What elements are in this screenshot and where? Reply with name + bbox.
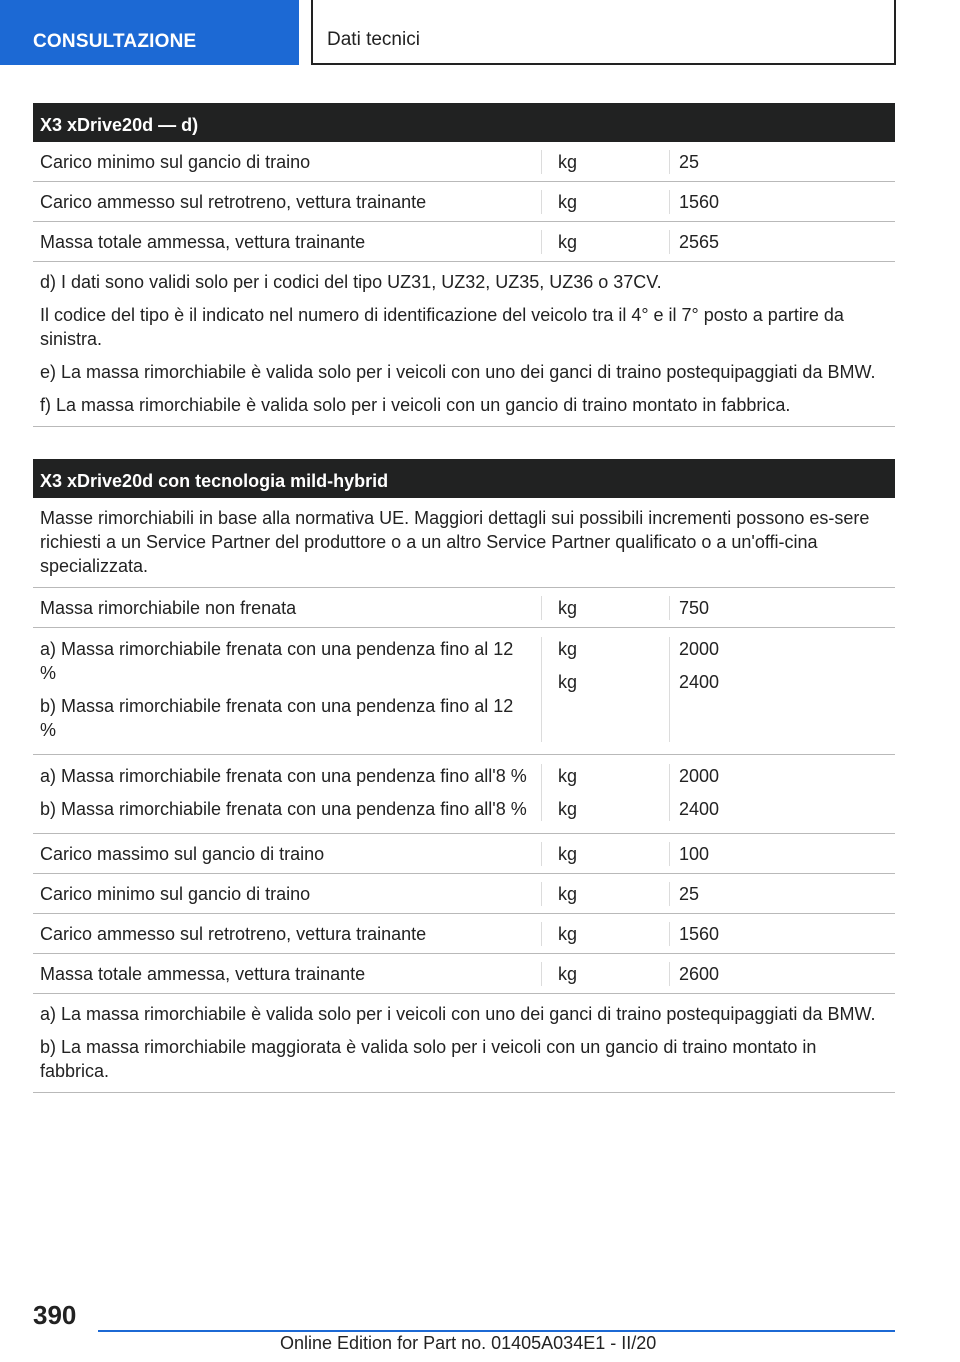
row-description: Massa totale ammessa, vettura trainante	[40, 232, 366, 252]
row-value: 1560	[669, 190, 895, 214]
row-description	[33, 764, 541, 821]
row-description	[33, 637, 541, 742]
chapter-title: Dati tecnici	[311, 0, 896, 65]
footnote: b) La massa rimorchiabile maggiorata è valida solo per i veicoli con un gancio di traino montato in fabbrica.	[40, 1037, 817, 1081]
table-row	[33, 954, 895, 994]
value-line: 2400	[679, 799, 720, 819]
page-number: 390	[33, 1300, 77, 1330]
table-row	[33, 588, 895, 628]
row-description: Carico minimo sul gancio di traino	[40, 152, 311, 172]
row-description: Carico massimo sul gancio di traino	[40, 844, 325, 864]
row-value: 1560	[669, 922, 895, 946]
row-unit: kg	[541, 882, 669, 906]
row-unit: kg	[541, 230, 669, 254]
row-unit: kg	[541, 190, 669, 214]
table-title: X3 xDrive20d — d)	[33, 103, 895, 142]
table-row	[33, 222, 895, 262]
intro-text: Masse rimorchiabili in base alla normativa UE. Maggiori dettagli sui possibili incrementi possono es-sere richiesti a un Service Partner del produttore o a un altro Service Partner qualificato o a un'offi-cina specializzata.	[40, 508, 870, 576]
row-unit	[541, 764, 669, 821]
table-row	[33, 755, 895, 834]
row-unit: kg	[541, 962, 669, 986]
table-footnotes	[33, 262, 895, 427]
table-title: X3 xDrive20d con tecnologia mild-hybrid	[33, 459, 895, 498]
footnote: f) La massa rimorchiabile è valida solo per i veicoli con un gancio di traino montato in fabbrica.	[40, 395, 791, 415]
section-tab[interactable]: CONSULTAZIONE	[0, 0, 299, 65]
unit-line: kg	[558, 639, 578, 659]
footer-divider	[98, 1330, 895, 1332]
unit-line: kg	[558, 799, 578, 819]
unit-line: kg	[558, 672, 578, 692]
table-row	[33, 834, 895, 874]
value-line: 2000	[679, 766, 720, 786]
row-description: Carico minimo sul gancio di traino	[40, 884, 311, 904]
row-unit: kg	[541, 596, 669, 620]
table-row	[33, 182, 895, 222]
footnote: e) La massa rimorchiabile è valida solo per i veicoli con uno dei ganci di traino postequipaggiati da BMW.	[40, 362, 876, 382]
value-line: 2000	[679, 639, 720, 659]
row-value: 750	[669, 596, 895, 620]
table-row	[33, 628, 895, 755]
row-value: 2600	[669, 962, 895, 986]
row-value: 25	[669, 882, 895, 906]
row-unit: kg	[541, 150, 669, 174]
specs-table-xdrive20d	[33, 103, 895, 427]
description-line: b) Massa rimorchiabile frenata con una pendenza fino al 12 %	[40, 696, 514, 740]
table-row	[33, 874, 895, 914]
description-line: a) Massa rimorchiabile frenata con una pendenza fino al 12 %	[40, 639, 514, 683]
row-value: 2565	[669, 230, 895, 254]
row-value: 25	[669, 150, 895, 174]
description-line: b) Massa rimorchiabile frenata con una pendenza fino all'8 %	[40, 799, 527, 819]
row-unit: kg	[541, 922, 669, 946]
footnote: Il codice del tipo è il indicato nel numero di identificazione del veicolo tra il 4° e il 7° posto a partire da sinistra.	[40, 305, 844, 349]
row-description: Carico ammesso sul retrotreno, vettura trainante	[40, 924, 427, 944]
edition-text: Online Edition for Part no. 01405A034E1 - II/20	[280, 1333, 657, 1353]
row-description: Carico ammesso sul retrotreno, vettura trainante	[40, 192, 427, 212]
row-unit: kg	[541, 842, 669, 866]
row-value	[669, 764, 895, 821]
page-content	[33, 103, 895, 1125]
footnote: a) La massa rimorchiabile è valida solo per i veicoli con uno dei ganci di traino postequipaggiati da BMW.	[40, 1004, 876, 1024]
row-description: Massa rimorchiabile non frenata	[40, 598, 297, 618]
table-footnotes	[33, 994, 895, 1093]
specs-table-mild-hybrid	[33, 459, 895, 1093]
value-line: 2400	[679, 672, 720, 692]
row-description: Massa totale ammessa, vettura trainante	[40, 964, 366, 984]
footnote: d) I dati sono validi solo per i codici del tipo UZ31, UZ32, UZ35, UZ36 o 37CV.	[40, 272, 662, 292]
row-unit	[541, 637, 669, 742]
table-row	[33, 914, 895, 954]
row-value: 100	[669, 842, 895, 866]
table-row	[33, 142, 895, 182]
description-line: a) Massa rimorchiabile frenata con una pendenza fino all'8 %	[40, 766, 527, 786]
row-value	[669, 637, 895, 742]
unit-line: kg	[558, 766, 578, 786]
table-intro	[33, 498, 895, 588]
